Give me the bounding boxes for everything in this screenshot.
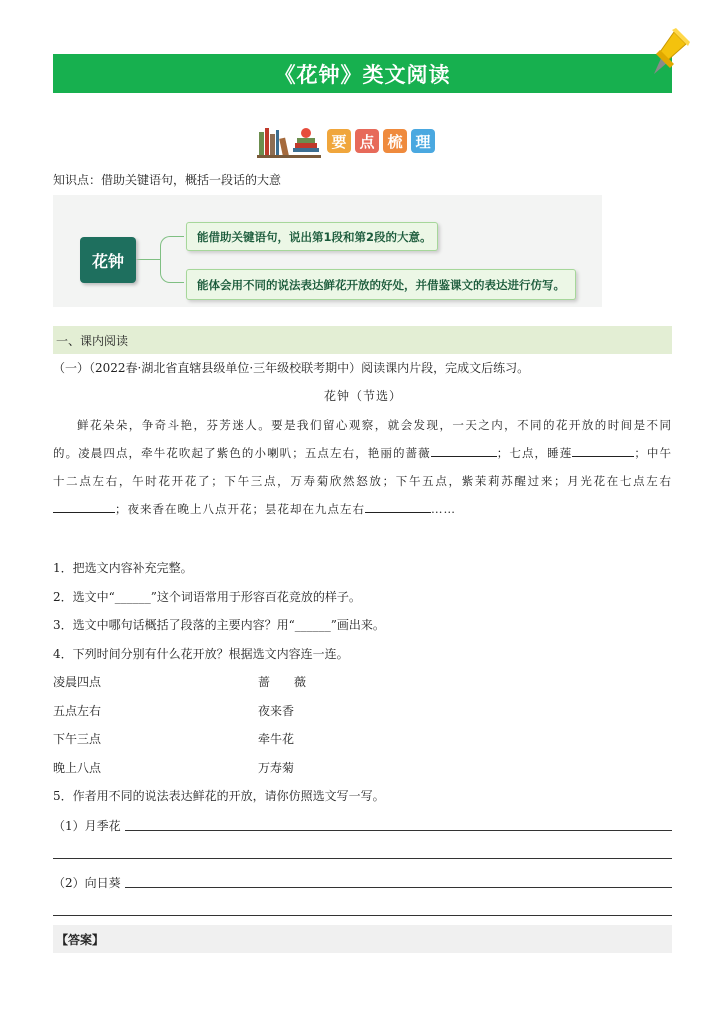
knowledge-point: 知识点：借助关键语句，概括一段话的大意 bbox=[53, 173, 282, 187]
question-5: 5．作者用不同的说法表达鲜花的开放，请你仿照选文写一写。 bbox=[53, 789, 385, 803]
passage-part-2: ；七点，睡莲 bbox=[496, 446, 573, 460]
pushpin-icon bbox=[640, 26, 692, 84]
key-points-tile-1: 要 bbox=[327, 129, 351, 153]
passage-part-1: 鲜花朵朵，争奇斗艳，芬芳迷人。要是我们留心观察，就会发现，一天之内，不同的花开放的时间是不同的。凌晨四点，牵牛花吹起了紫色的小喇叭；五点左右，艳丽的蔷薇 bbox=[53, 418, 672, 460]
mindmap-bracket bbox=[160, 236, 184, 283]
passage-blank-4[interactable] bbox=[365, 499, 431, 513]
question-5-item-2-line-2[interactable] bbox=[53, 915, 672, 916]
matching-time-1[interactable]: 凌晨四点 bbox=[53, 675, 102, 689]
passage-part-3: ；中午十二点左右，午时花开花了；下午三点，万寿菊欣然怒放；下午五点，紫茉莉苏醒过来；月光花在七点左右 bbox=[53, 446, 673, 488]
mindmap-root: 花钟 bbox=[80, 237, 136, 283]
matching-flower-4[interactable]: 万寿菊 bbox=[258, 761, 295, 775]
answer-heading: 【答案】 bbox=[53, 925, 672, 953]
books-icon bbox=[257, 124, 323, 158]
section-title: 一、课内阅读 bbox=[53, 326, 672, 354]
matching-flower-3[interactable]: 牵牛花 bbox=[258, 732, 295, 746]
mindmap-branch-2: 能体会用不同的说法表达鲜花开放的好处，并借鉴课文的表达进行仿写。 bbox=[186, 269, 576, 300]
key-points-tile-4: 理 bbox=[411, 129, 435, 153]
key-points-tile-2: 点 bbox=[355, 129, 379, 153]
matching-flower-1[interactable]: 蔷 薇 bbox=[258, 675, 307, 689]
question-5-item-1-line[interactable] bbox=[125, 830, 672, 831]
passage-part-5: …… bbox=[431, 502, 456, 516]
mindmap-branch-1: 能借助关键语句，说出第1段和第2段的大意。 bbox=[186, 222, 438, 251]
passage-title: 花钟（节选） bbox=[324, 389, 403, 403]
question-3: 3．选文中哪句话概括了段落的主要内容？用“______”画出来。 bbox=[53, 618, 385, 632]
page-title bbox=[53, 54, 672, 93]
question-1: 1．把选文内容补充完整。 bbox=[53, 561, 193, 575]
question-5-item-2-line[interactable] bbox=[125, 887, 672, 888]
matching-time-4[interactable]: 晚上八点 bbox=[53, 761, 102, 775]
passage bbox=[53, 411, 672, 523]
passage-blank-3[interactable] bbox=[53, 499, 115, 513]
question-5-item-1-label: （1）月季花 bbox=[53, 819, 121, 833]
question-5-item-1-line-2[interactable] bbox=[53, 858, 672, 859]
matching-time-3[interactable]: 下午三点 bbox=[53, 732, 102, 746]
matching-flower-2[interactable]: 夜来香 bbox=[258, 704, 295, 718]
matching-time-2[interactable]: 五点左右 bbox=[53, 704, 102, 718]
mindmap-connector bbox=[136, 259, 160, 260]
passage-blank-2[interactable] bbox=[572, 443, 634, 457]
passage-blank-1[interactable] bbox=[431, 443, 497, 457]
key-points-tile-3: 梳 bbox=[383, 129, 407, 153]
page-title-text: 《花钟》类文阅读 bbox=[274, 62, 451, 87]
question-4: 4．下列时间分别有什么花开放？根据选文内容连一连。 bbox=[53, 647, 349, 661]
question-2: 2．选文中“______”这个词语常用于形容百花竞放的样子。 bbox=[53, 590, 361, 604]
question-5-item-2-label: （2）向日葵 bbox=[53, 876, 121, 890]
key-points-header bbox=[257, 124, 447, 158]
question-intro: （一）（2022春·湖北省直辖县级单位·三年级校联考期中）阅读课内片段，完成文后练习。 bbox=[53, 361, 530, 375]
passage-part-4: ；夜来香在晚上八点开花；昙花却在九点左右 bbox=[115, 502, 365, 516]
